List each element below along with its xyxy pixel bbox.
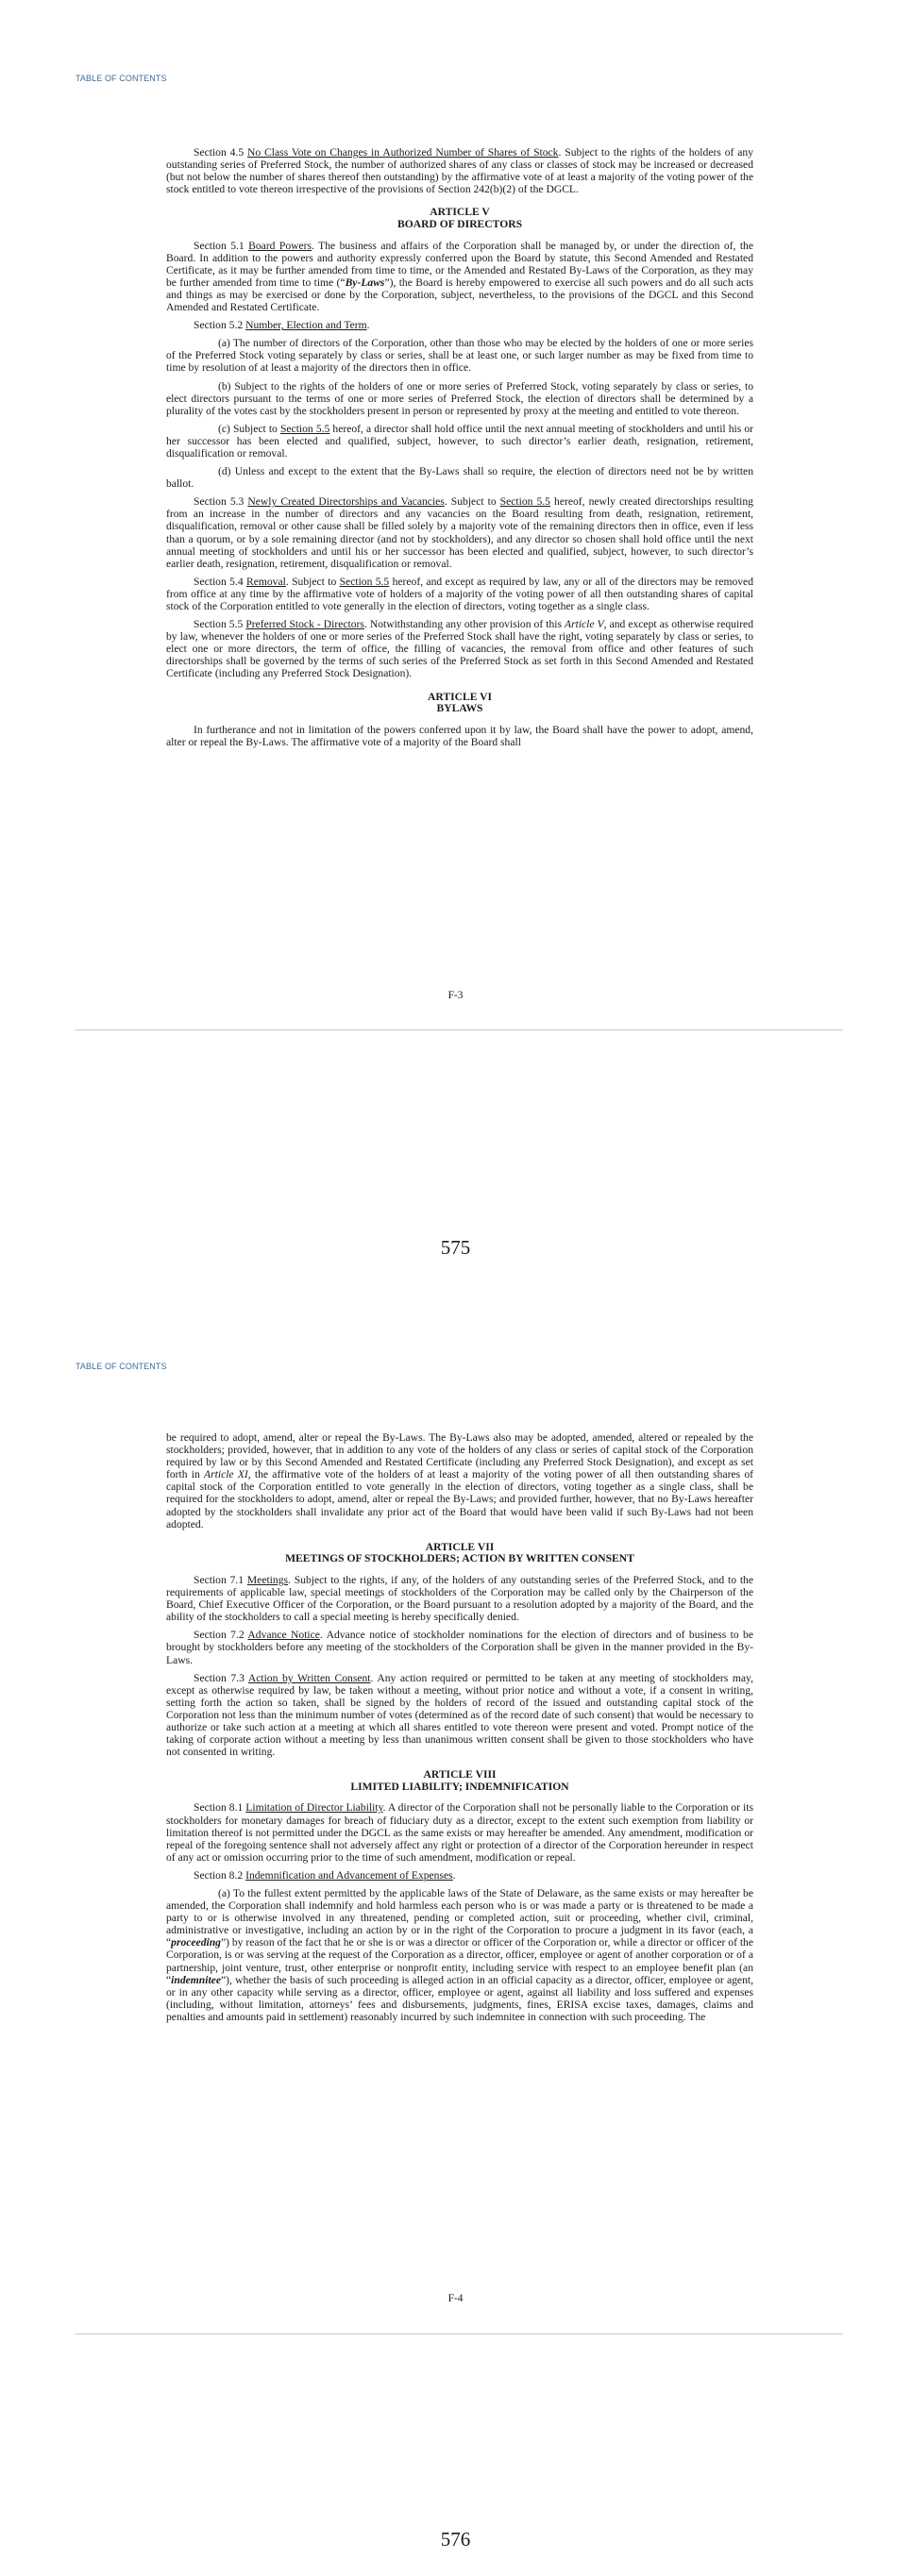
section-text: , the affirmative vote of the holders of at least a majority of the voting power of all then outstanding shares of capital stock of the Corporation entitled to vote generally in the election of directors, voting together as a single class, shall be required for the stockholders to adopt, amend, alter or repeal the By-Laws; and provided further, however, that no By-Laws hereafter adopted by the stockholders shall invalidate any prior act of the Board that would have been valid if such By-Laws had not been adopted. — [166, 1468, 753, 1531]
section-text: be required to adopt, amend, alter or repeal the By-Laws. The By-Laws also may be adopted, amended, altered or repealed by the stockholders; provided, however, that in addition to any vote of the holders of any class or series of capital stock of the Corporation required by law or by this Second Amended and Restated Certificate (including any Preferred Stock Designation), and except as set forth in — [166, 1431, 753, 1481]
article-vii-heading — [166, 1542, 753, 1565]
article-vi-heading — [166, 692, 753, 715]
article-label: ARTICLE VII — [425, 1540, 495, 1553]
section-reference-link[interactable]: Section 5.5 — [499, 495, 550, 509]
section-reference-link[interactable]: Section 5.5 — [279, 422, 330, 435]
article-label: ARTICLE V — [430, 206, 490, 219]
defined-term: By-Laws — [345, 276, 385, 289]
section-number: Section 5.5 — [194, 618, 246, 631]
section-title: Board Powers — [248, 239, 312, 252]
section-number: Section 7.2 — [194, 1629, 248, 1642]
article-v-heading — [166, 207, 753, 230]
section-7-2 — [166, 1629, 753, 1665]
section-number: Section 7.3 — [194, 1671, 248, 1684]
section-text: ”), whether the basis of such proceeding is alleged action in an official capacity as a director, officer, employee or agent, or in any other capacity while serving as a director, officer, employee or agent, against all liability and loss suffered and expenses (including, without limitation, attorneys’ fees and disbursements, judgments, fines, ERISA excise taxes, damages, claims and penalties and amounts paid in settlement) reasonably incurred by such indemnitee in connection with such proceeding. The — [166, 1973, 753, 2023]
section-5-2-d: (d) Unless and except to the extent that the By-Laws shall so require, the election of directors need not be by written ballot. — [166, 465, 753, 491]
page-number-575: 575 — [440, 1236, 471, 1259]
article-vi-text: In furtherance and not in limitation of the powers conferred upon it by law, the Board shall have the power to adopt, amend, alter or repeal the By-Laws. The affirmative vote of a majority of the Board shall — [166, 723, 753, 748]
section-5-2 — [166, 319, 753, 331]
section-text: . Any action required or permitted to be taken at any meeting of stockholders may, except as otherwise required by law, be taken without a meeting, without prior notice and without a vote, if a consent in writing, setting forth the action so taken, shall be signed by the holders of record of the issued and outstanding capital stock of the Corporation not less than the minimum number of votes (determined as of the record date of such consent) that would be necessary to authorize or take such action at a meeting at which all shares entitled to vote thereon were present and voted. Prompt notice of the taking of corporate action without a meeting by less than unanimous written consent shall be given to those stockholders who have not consented in writing. — [166, 1671, 753, 1759]
article-title: LIMITED LIABILITY; INDEMNIFICATION — [350, 1780, 569, 1793]
article-viii-heading — [166, 1769, 753, 1793]
section-text: . — [452, 1868, 456, 1882]
page-footer-f3: F-3 — [447, 990, 464, 1001]
section-8-1 — [166, 1801, 753, 1863]
article-label: ARTICLE VI — [428, 690, 492, 703]
section-8-2-a — [166, 1887, 753, 2023]
section-text: ”) by reason of the fact that he or she is or was a director or officer of the Corporation or, while a director or officer of the Corporation, is or was serving at the request of the Corporation as a director, officer, employee or agent of another corporation or of a partnership, joint venture, trust, other enterprise or nonprofit entity, including service with respect to an employee benefit plan (an “ — [166, 1936, 753, 1986]
section-title: Limitation of Director Liability — [245, 1801, 383, 1815]
page-divider — [76, 1029, 843, 1030]
section-reference-link[interactable]: Section 5.5 — [339, 575, 390, 588]
page-f4-body — [166, 1431, 753, 2029]
section-title: Number, Election and Term — [245, 319, 367, 332]
table-of-contents-link[interactable]: TABLE OF CONTENTS — [76, 74, 167, 83]
section-text: hereof, and except as required by law, any or all of the directors may be removed from office at any time by the affirmative vote of holders of a majority of the voting power of all then outstanding shares of capital stock of the Corporation entitled to vote generally in the election of directors, voting together as a single class. — [166, 575, 753, 612]
section-number: Section 4.5 — [194, 146, 248, 159]
section-text: ”), the Board is hereby empowered to exercise all such powers and do all such acts and things as may be exercised or done by the Corporation, subject, nevertheless, to the provisions of the DGCL and this Second Amended and Restated Certificate. — [166, 276, 753, 314]
section-4-5 — [166, 146, 753, 195]
section-title: Advance Notice — [247, 1629, 320, 1642]
section-text: . Subject to the rights, if any, of the holders of any outstanding series of the Preferred Stock, and to the requirements of applicable law, special meetings of stockholders of the Corporation may be called only by the Chairperson of the Board, Chief Executive Officer of the Corporation, or the Board pursuant to a resolution adopted by a majority of the Board, and the ability of the stockholders to call a special meeting is hereby specifically denied. — [166, 1573, 753, 1624]
section-title: Preferred Stock - Directors — [245, 618, 364, 631]
section-7-3 — [166, 1672, 753, 1759]
section-5-1 — [166, 240, 753, 314]
section-number: Section 7.1 — [194, 1573, 247, 1586]
section-title: Meetings — [246, 1573, 289, 1586]
section-number: Section 5.4 — [194, 575, 246, 588]
section-number: Section 5.3 — [194, 495, 248, 509]
article-vi-continued — [166, 1431, 753, 1531]
section-5-2-a: (a) The number of directors of the Corporation, other than those who may be elected by the holders of one or more series of the Preferred Stock voting separately by class or series, shall be at least one, or such larger number as may be fixed from time to time by resolution of at least a majority of the directors then in office. — [166, 337, 753, 375]
section-text: hereof, a director shall hold office until the next annual meeting of stockholders and until his or her successor has been elected and qualified, subject, however, to such director’s earlier death, resignation, retirement, disqualification or removal. — [166, 422, 754, 460]
section-5-5 — [166, 618, 753, 679]
section-text: . Subject to — [285, 575, 340, 588]
page-divider — [76, 2333, 843, 2334]
section-number: Section 5.1 — [194, 239, 249, 252]
section-text: hereof, newly created directorships resulting from an increase in the number of directors and any vacancies on the Board resulting from death, resignation, retirement, disqualification, removal or other cause shall be filled solely by a majority vote of the remaining directors then in office, even if less than a quorum, or by a sole remaining director (and not by stockholders), and any director so chosen shall hold office until the next annual meeting of stockholders and until his or her successor has been elected and qualified, subject, however, to such director’s earlier death, resignation, retirement, disqualification or removal. — [166, 495, 753, 570]
section-text: , and except as otherwise required by law, whenever the holders of one or more series of the Preferred Stock shall have the right, voting separately by class or series, to elect one or more directors, the term of office, the filling of vacancies, the removal from office and other features of such directorships shall be governed by the terms of such series of the Preferred Stock as set forth in this Second Amended and Restated Certificate (including any Preferred Stock Designation). — [166, 618, 753, 680]
page-number-576: 576 — [440, 2528, 471, 2551]
section-7-1 — [166, 1574, 753, 1623]
article-reference: Article V — [565, 618, 604, 631]
section-title: Indemnification and Advancement of Expenses — [245, 1868, 453, 1882]
section-text: . Advance notice of stockholder nominations for the election of directors and of business to be brought by stockholders before any meeting of the stockholders of the Corporation shall be given in the manner provided in the By-Laws. — [166, 1629, 753, 1666]
section-text: . Subject to — [444, 495, 500, 509]
defined-term: proceeding — [171, 1936, 221, 1949]
section-5-3 — [166, 495, 753, 570]
section-title: No Class Vote on Changes in Authorized Number of Shares of Stock — [247, 146, 559, 159]
table-of-contents-link[interactable]: TABLE OF CONTENTS — [76, 1362, 167, 1371]
section-text: . — [366, 319, 370, 332]
article-reference: Article XI — [204, 1468, 248, 1481]
section-title: Removal — [245, 575, 286, 588]
section-number: Section 8.2 — [194, 1868, 246, 1882]
section-text: . A director of the Corporation shall not be personally liable to the Corporation or its stockholders for monetary damages for breach of fiduciary duty as a director, except to the extent such exemption from liability or limitation thereof is not permitted under the DGCL as the same exists or may hereafter be amended. Any amendment, modification or repeal of the foregoing sentence shall not adversely affect any right or protection of a director of the Corporation hereunder in respect of any act or omission occurring prior to the time of such amendment, modification or repeal. — [166, 1801, 753, 1864]
section-title: Newly Created Directorships and Vacancies — [247, 495, 445, 509]
page-footer-f4: F-4 — [447, 2293, 464, 2304]
section-text: (c) Subject to — [218, 422, 280, 435]
section-number: Section 5.2 — [194, 319, 246, 332]
section-text: . The business and affairs of the Corporation shall be managed by, or under the direction of, the Board. In addition to the powers and authority expressly conferred upon the Board by statute, this Second Amended and Restated Certificate, as it may be further amended from time to time, or the Amended and Restated By-Laws of the Corporation, as they may be further amended from time to time (“ — [166, 239, 753, 289]
article-label: ARTICLE VIII — [423, 1768, 497, 1781]
section-5-2-c — [166, 423, 753, 460]
article-title: BOARD OF DIRECTORS — [396, 217, 523, 230]
article-title: BYLAWS — [436, 702, 483, 715]
section-text: . Notwithstanding any other provision of this — [363, 618, 565, 631]
page-f3-body — [166, 146, 753, 754]
article-title: MEETINGS OF STOCKHOLDERS; ACTION BY WRITTEN CONSENT — [285, 1552, 634, 1565]
section-5-2-b: (b) Subject to the rights of the holders of one or more series of Preferred Stock, voting separately by class or series, to elect directors pursuant to the terms of one or more series of Preferred Stock, the election of directors shall be determined by a plurality of the votes cast by the stockholders present in person or represented by proxy at the meeting and entitled to vote thereon. — [166, 379, 753, 417]
section-title: Action by Written Consent — [247, 1671, 371, 1684]
defined-term: indemnitee — [171, 1973, 221, 1986]
section-text: (a) To the fullest extent permitted by the applicable laws of the State of Delaware, as the same exists or may hereafter be amended, the Corporation shall indemnify and hold harmless each person who is or was made a party or is threatened to be made a party to or is otherwise involved in any threatened, pending or completed action, suit or proceeding, whether civil, criminal, administrative or investigative, including an action by or in the right of the Corporation to procure a judgment in its favor (each, a “ — [166, 1887, 753, 1949]
section-5-4 — [166, 576, 753, 612]
section-number: Section 8.1 — [194, 1801, 246, 1815]
section-8-2 — [166, 1869, 753, 1882]
section-text: . Subject to the rights of the holders of any outstanding series of Preferred Stock, the number of authorized shares of any class or classes of stock may be increased or decreased (but not below the number of shares thereof then outstanding) by the affirmative vote of at least a majority of the voting power of the stock entitled to vote thereon irrespective of the provisions of Section 242(b)(2) of the DGCL. — [166, 146, 753, 196]
